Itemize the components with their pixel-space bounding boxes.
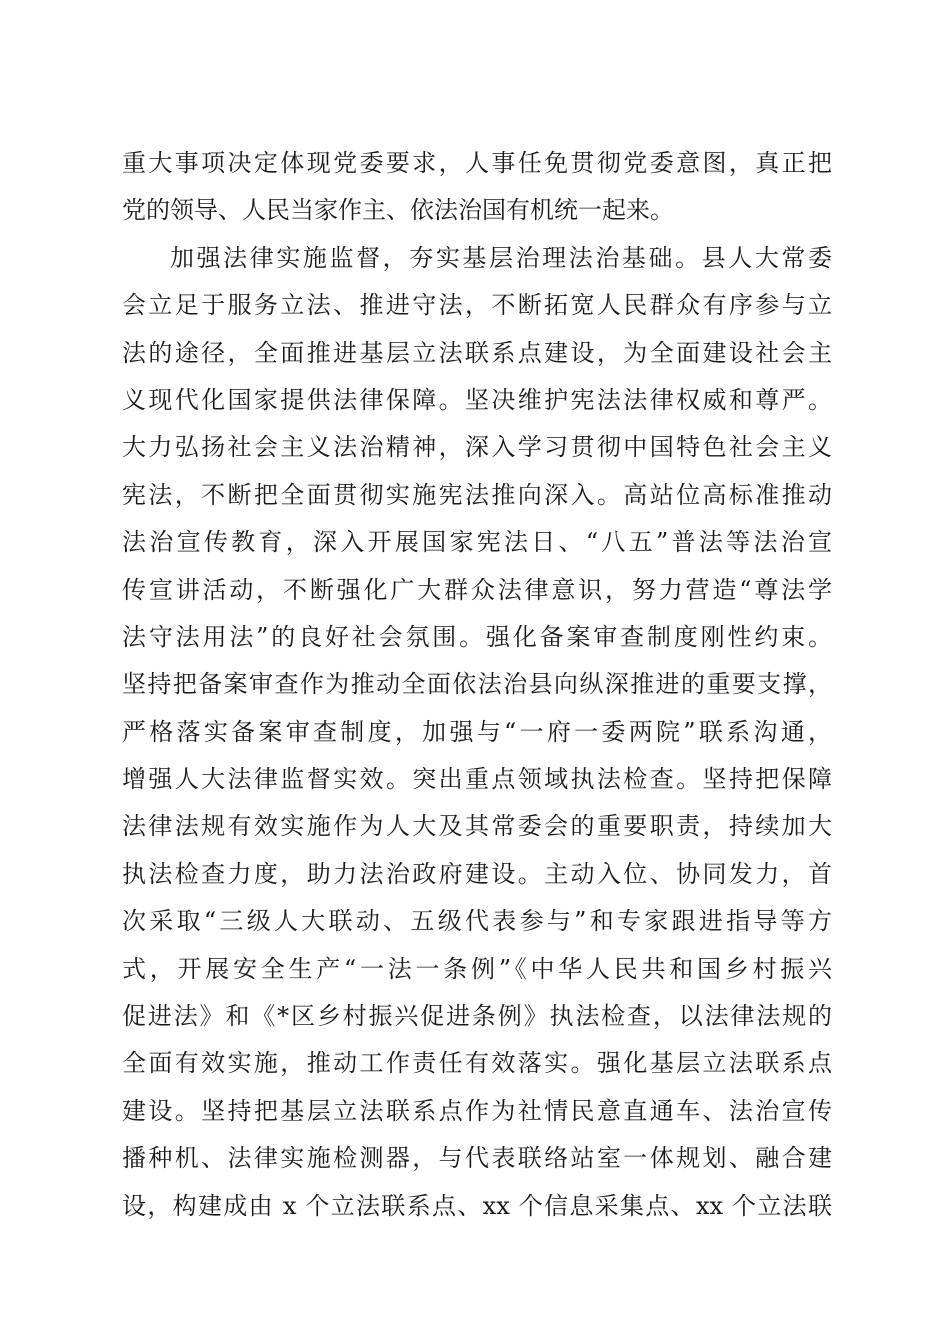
text-line: 大力弘扬社会主义法治精神，深入学习贯彻中国特色社会主义 xyxy=(122,433,832,462)
text-line: 促进法》和《*区乡村振兴促进条例》执法检查，以法律法规的 xyxy=(122,1002,832,1031)
text-line: 宪法，不断把全面贯彻实施宪法推向深入。高站位高标准推动 xyxy=(122,480,832,509)
text-line: 会立足于服务立法、推进守法，不断拓宽人民群众有序参与立 xyxy=(122,291,832,320)
text-line: 式，开展安全生产“一法一条例”《中华人民共和国乡村振兴 xyxy=(122,954,832,983)
text-line: 播种机、法律实施检测器，与代表联络站室一体规划、融合建 xyxy=(122,1144,832,1173)
text-line: 重大事项决定体现党委要求，人事任免贯彻党委意图，真正把 xyxy=(122,149,832,177)
text-line: 建设。坚持把基层立法联系点作为社情民意直通车、法治宣传 xyxy=(122,1096,832,1125)
text-line: 法律法规有效实施作为人大及其常委会的重要职责，持续加大 xyxy=(122,812,832,841)
text-line: 法治宣传教育，深入开展国家宪法日、“八五”普法等法治宣 xyxy=(122,528,832,557)
text-line: 增强人大法律监督实效。突出重点领域执法检查。坚持把保障 xyxy=(122,765,832,794)
text-line: 传宣讲活动，不断强化广大群众法律意识，努力营造“尊法学 xyxy=(122,575,832,604)
text-line: 严格落实备案审查制度，加强与“一府一委两院”联系沟通， xyxy=(122,717,832,746)
text-line: 坚持把备案审查作为推动全面依法治县向纵深推进的重要支撑， xyxy=(122,670,832,699)
body-text xyxy=(122,140,832,1230)
text-line: 法守法用法”的良好社会氛围。强化备案审查制度刚性约束。 xyxy=(122,622,832,651)
text-line: 法的途径，全面推进基层立法联系点建设，为全面建设社会主 xyxy=(122,338,832,367)
paragraph-start-line: 加强法律实施监督，夯实基层治理法治基础。县人大常委 xyxy=(170,243,832,272)
text-line: 全面有效实施，推动工作责任有效落实。强化基层立法联系点 xyxy=(122,1049,832,1078)
text-line: 义现代化国家提供法律保障。坚决维护宪法法律权威和尊严。 xyxy=(122,385,832,414)
text-line: 执法检查力度，助力法治政府建设。主动入位、协同发力，首 xyxy=(122,859,832,888)
text-line: 设，构建成由 x 个立法联系点、xx 个信息采集点、xx 个立法联 xyxy=(122,1191,832,1220)
text-line: 次采取“三级人大联动、五级代表参与”和专家跟进指导等方 xyxy=(122,907,832,936)
text-line: 党的领导、人民当家作主、依法治国有机统一起来。 xyxy=(122,196,674,225)
